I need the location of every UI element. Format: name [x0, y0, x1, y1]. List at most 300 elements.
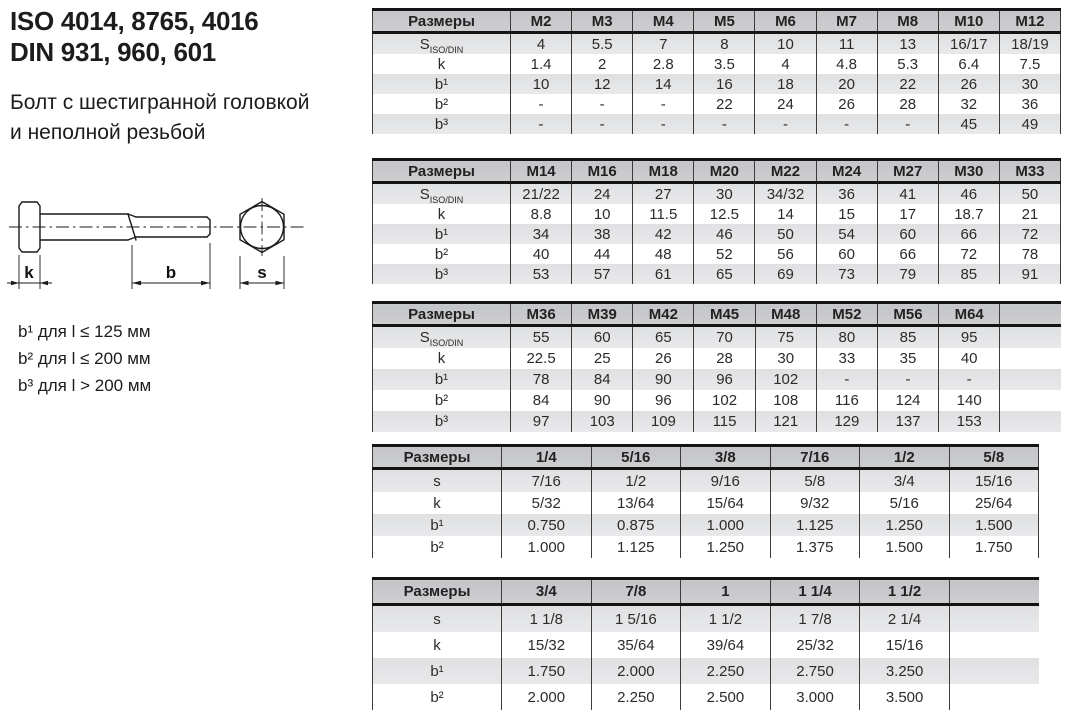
value-cell: 11.5 [633, 204, 694, 224]
value-cell: - [755, 114, 816, 134]
row-label: b² [373, 94, 511, 114]
size-header: M48 [755, 303, 816, 326]
value-cell: 16 [694, 74, 755, 94]
table-row [373, 94, 1061, 114]
value-cell: 15/16 [949, 469, 1039, 493]
value-cell: 72 [999, 224, 1060, 244]
size-header: 1/2 [860, 446, 950, 469]
value-cell: 3.500 [860, 684, 950, 710]
size-header: M10 [938, 10, 999, 33]
value-cell: 55 [511, 326, 572, 349]
value-cell: 1.750 [949, 536, 1039, 558]
size-header: M64 [939, 303, 1000, 326]
value-cell: 85 [938, 264, 999, 284]
row-label: k [373, 204, 511, 224]
value-cell: - [633, 94, 694, 114]
table-header-row [373, 579, 1040, 605]
size-header: 1/4 [502, 446, 592, 469]
table-row [373, 54, 1061, 74]
value-cell: 3/4 [860, 469, 950, 493]
table-header-row [373, 446, 1039, 469]
size-header: M7 [816, 10, 877, 33]
value-cell: 48 [633, 244, 694, 264]
table-row [373, 605, 1040, 633]
value-cell: 8.8 [511, 204, 572, 224]
value-cell: 10 [572, 204, 633, 224]
size-header: M27 [877, 160, 938, 183]
value-cell [1000, 411, 1061, 432]
size-header: M36 [511, 303, 572, 326]
value-cell: 53 [511, 264, 572, 284]
value-cell: 46 [694, 224, 755, 244]
row-label: b³ [373, 264, 511, 284]
table-row [373, 183, 1061, 205]
dimension-b [132, 243, 210, 289]
row-label: $S_{ISO/DIN}$ [373, 183, 511, 205]
value-cell: 50 [755, 224, 816, 244]
value-cell: 35/64 [591, 632, 681, 658]
value-cell: - [816, 369, 877, 390]
row-label: b¹ [373, 514, 502, 536]
value-cell: 41 [877, 183, 938, 205]
value-cell: 4 [511, 33, 572, 55]
value-cell: 14 [633, 74, 694, 94]
note-b3: b³ для l > 200 мм [18, 376, 152, 395]
value-cell: 2.250 [681, 658, 771, 684]
standard-iso: ISO 4014, 8765, 4016 [10, 6, 259, 36]
value-cell: 90 [572, 390, 633, 411]
value-cell: 95 [939, 326, 1000, 349]
value-cell: 45 [938, 114, 999, 134]
value-cell: 30 [694, 183, 755, 205]
row-label: b² [373, 536, 502, 558]
value-cell: 30 [755, 348, 816, 369]
dimension-s-label: s [257, 263, 267, 282]
value-cell: 1.000 [502, 536, 592, 558]
value-cell: 50 [999, 183, 1060, 205]
value-cell [949, 658, 1039, 684]
value-cell: 25 [572, 348, 633, 369]
table-row [373, 369, 1062, 390]
value-cell: 66 [877, 244, 938, 264]
value-cell: 9/16 [681, 469, 771, 493]
table-row [373, 390, 1062, 411]
table-row [373, 411, 1062, 432]
size-header: M30 [938, 160, 999, 183]
table-row [373, 684, 1040, 710]
size-header: M14 [511, 160, 572, 183]
row-label: b¹ [373, 369, 511, 390]
size-header: M24 [816, 160, 877, 183]
dimension-k-label: k [24, 263, 34, 282]
size-header: M2 [511, 10, 572, 33]
value-cell: 72 [938, 244, 999, 264]
table-row [373, 469, 1039, 493]
value-cell: 5/32 [502, 492, 592, 514]
value-cell: 54 [816, 224, 877, 244]
value-cell: 4 [755, 54, 816, 74]
value-cell: 2.500 [681, 684, 771, 710]
value-cell: 46 [938, 183, 999, 205]
size-header: 1 [681, 579, 771, 605]
value-cell: 18 [755, 74, 816, 94]
row-label: s [373, 469, 502, 493]
bolt-side-view [9, 202, 220, 252]
value-cell: 4.8 [816, 54, 877, 74]
row-label: b¹ [373, 74, 511, 94]
dimension-table-inch-small [372, 444, 1039, 558]
value-cell: 15 [816, 204, 877, 224]
value-cell: 121 [755, 411, 816, 432]
value-cell [949, 605, 1039, 633]
size-header: M45 [694, 303, 755, 326]
sizes-column-header: Размеры [373, 303, 511, 326]
value-cell: - [572, 114, 633, 134]
value-cell: 24 [755, 94, 816, 114]
value-cell: 44 [572, 244, 633, 264]
value-cell: 60 [816, 244, 877, 264]
value-cell: 1.4 [511, 54, 572, 74]
value-cell: 79 [877, 264, 938, 284]
table-row [373, 326, 1062, 349]
size-header: 7/16 [770, 446, 860, 469]
value-cell: 78 [999, 244, 1060, 264]
table-row [373, 492, 1039, 514]
value-cell: 1.250 [681, 536, 771, 558]
table-row [373, 514, 1039, 536]
value-cell: 153 [939, 411, 1000, 432]
dimension-s [240, 256, 284, 289]
value-cell: 18.7 [938, 204, 999, 224]
value-cell: 30 [999, 74, 1060, 94]
table-row [373, 348, 1062, 369]
row-label: b¹ [373, 224, 511, 244]
sizes-column-header: Размеры [373, 579, 502, 605]
table-row [373, 244, 1061, 264]
value-cell: 12.5 [694, 204, 755, 224]
value-cell: 9/32 [770, 492, 860, 514]
value-cell: 84 [511, 390, 572, 411]
bolt-drawing [0, 185, 330, 310]
value-cell: 3.250 [860, 658, 950, 684]
value-cell: - [572, 94, 633, 114]
value-cell: 1.375 [770, 536, 860, 558]
value-cell: 96 [633, 390, 694, 411]
size-header: 5/16 [591, 446, 681, 469]
value-cell: - [511, 114, 572, 134]
size-header: M5 [694, 10, 755, 33]
table-row [373, 658, 1040, 684]
row-label: k [373, 492, 502, 514]
value-cell: 15/32 [502, 632, 592, 658]
row-label: k [373, 54, 511, 74]
value-cell: 90 [633, 369, 694, 390]
size-header: M56 [877, 303, 938, 326]
value-cell: 32 [938, 94, 999, 114]
value-cell: 124 [877, 390, 938, 411]
value-cell: 60 [877, 224, 938, 244]
value-cell: 97 [511, 411, 572, 432]
value-cell: 7.5 [999, 54, 1060, 74]
value-cell: 8 [694, 33, 755, 55]
subtitle-line-1: Болт с шестигранной головкой [10, 91, 310, 114]
value-cell: 28 [877, 94, 938, 114]
value-cell: 1.250 [860, 514, 950, 536]
table-row [373, 224, 1061, 244]
value-cell [949, 684, 1039, 710]
value-cell: 2 1/4 [860, 605, 950, 633]
value-cell: 36 [999, 94, 1060, 114]
size-header: 1 1/2 [860, 579, 950, 605]
size-header: M4 [633, 10, 694, 33]
value-cell: - [877, 114, 938, 134]
bolt-end-view [220, 198, 304, 256]
dimension-table-m36-m64 [372, 301, 1061, 432]
row-label: b³ [373, 114, 511, 134]
value-cell: 103 [572, 411, 633, 432]
value-cell: 75 [755, 326, 816, 349]
value-cell: 1 1/2 [681, 605, 771, 633]
value-cell: 56 [755, 244, 816, 264]
standard-din: DIN 931, 960, 601 [10, 37, 216, 67]
size-header: M52 [816, 303, 877, 326]
size-header: M18 [633, 160, 694, 183]
value-cell: 1.125 [591, 536, 681, 558]
value-cell: 34/32 [755, 183, 816, 205]
value-cell: 33 [816, 348, 877, 369]
row-label: k [373, 632, 502, 658]
size-header: 5/8 [949, 446, 1039, 469]
row-label: s [373, 605, 502, 633]
value-cell: 15/64 [681, 492, 771, 514]
size-header: M20 [694, 160, 755, 183]
value-cell: 69 [755, 264, 816, 284]
value-cell: 65 [633, 326, 694, 349]
value-cell: 80 [816, 326, 877, 349]
value-cell: 57 [572, 264, 633, 284]
value-cell: 40 [511, 244, 572, 264]
value-cell: 91 [999, 264, 1060, 284]
row-label: b² [373, 390, 511, 411]
value-cell: - [511, 94, 572, 114]
size-header: M8 [877, 10, 938, 33]
value-cell: 1 5/16 [591, 605, 681, 633]
value-cell: 26 [938, 74, 999, 94]
value-cell: 35 [877, 348, 938, 369]
dimension-notes [18, 318, 151, 399]
dimension-table-m14-m33 [372, 158, 1061, 284]
value-cell: 42 [633, 224, 694, 244]
value-cell: 28 [694, 348, 755, 369]
value-cell: 52 [694, 244, 755, 264]
value-cell: - [816, 114, 877, 134]
table-row [373, 632, 1040, 658]
size-header: M3 [572, 10, 633, 33]
table-row [373, 74, 1061, 94]
value-cell: 1 7/8 [770, 605, 860, 633]
value-cell: 2.000 [502, 684, 592, 710]
value-cell: 18/19 [999, 33, 1060, 55]
value-cell: 5/16 [860, 492, 950, 514]
note-b2: b² для l ≤ 200 мм [18, 349, 151, 368]
table-row [373, 536, 1039, 558]
value-cell: 70 [694, 326, 755, 349]
value-cell: 2 [572, 54, 633, 74]
size-header: 1 1/4 [770, 579, 860, 605]
table-header-row [373, 303, 1062, 326]
table-row [373, 204, 1061, 224]
table-row [373, 33, 1061, 55]
value-cell: 1.500 [860, 536, 950, 558]
value-cell: 78 [511, 369, 572, 390]
page-subtitle [10, 88, 309, 148]
value-cell: 109 [633, 411, 694, 432]
value-cell: 66 [938, 224, 999, 244]
value-cell: 2.750 [770, 658, 860, 684]
value-cell: 84 [572, 369, 633, 390]
row-label: b² [373, 684, 502, 710]
row-label: b³ [373, 411, 511, 432]
value-cell [1000, 326, 1061, 349]
value-cell: 2.250 [591, 684, 681, 710]
value-cell: - [694, 114, 755, 134]
dimension-b-label: b [165, 263, 177, 282]
value-cell: 7/16 [502, 469, 592, 493]
table-row [373, 114, 1061, 134]
sizes-column-header: Размеры [373, 160, 511, 183]
value-cell: 0.750 [502, 514, 592, 536]
value-cell: 116 [816, 390, 877, 411]
value-cell: 73 [816, 264, 877, 284]
value-cell: 49 [999, 114, 1060, 134]
row-label: k [373, 348, 511, 369]
value-cell: - [939, 369, 1000, 390]
value-cell: 137 [877, 411, 938, 432]
value-cell: 25/32 [770, 632, 860, 658]
value-cell: 27 [633, 183, 694, 205]
value-cell: 15/16 [860, 632, 950, 658]
value-cell: 5/8 [770, 469, 860, 493]
value-cell: 26 [816, 94, 877, 114]
value-cell: 12 [572, 74, 633, 94]
value-cell: 61 [633, 264, 694, 284]
note-b1: b¹ для l ≤ 125 мм [18, 322, 151, 341]
size-header: M33 [999, 160, 1060, 183]
value-cell: 102 [755, 369, 816, 390]
value-cell: 13 [877, 33, 938, 55]
value-cell: 22 [877, 74, 938, 94]
value-cell: 1.500 [949, 514, 1039, 536]
value-cell: - [877, 369, 938, 390]
value-cell [1000, 348, 1061, 369]
size-header [1000, 303, 1061, 326]
value-cell: 39/64 [681, 632, 771, 658]
table-row [373, 264, 1061, 284]
value-cell: 11 [816, 33, 877, 55]
size-header: M42 [633, 303, 694, 326]
value-cell: 7 [633, 33, 694, 55]
value-cell: 108 [755, 390, 816, 411]
row-label: $S_{ISO/DIN}$ [373, 326, 511, 349]
size-header: M39 [572, 303, 633, 326]
size-header: M12 [999, 10, 1060, 33]
value-cell: 2.8 [633, 54, 694, 74]
dimension-table-m2-m12 [372, 8, 1061, 134]
value-cell: 115 [694, 411, 755, 432]
subtitle-line-2: и неполной резьбой [10, 121, 206, 144]
value-cell: 14 [755, 204, 816, 224]
value-cell: 10 [511, 74, 572, 94]
value-cell: 21/22 [511, 183, 572, 205]
value-cell: 65 [694, 264, 755, 284]
value-cell: 1.000 [681, 514, 771, 536]
value-cell: 24 [572, 183, 633, 205]
value-cell [949, 632, 1039, 658]
value-cell: 1/2 [591, 469, 681, 493]
dimension-k [7, 255, 52, 289]
value-cell: 102 [694, 390, 755, 411]
value-cell: 5.5 [572, 33, 633, 55]
value-cell: 40 [939, 348, 1000, 369]
size-header: M16 [572, 160, 633, 183]
page-title [10, 6, 258, 68]
value-cell: 26 [633, 348, 694, 369]
sizes-column-header: Размеры [373, 10, 511, 33]
size-header: M6 [755, 10, 816, 33]
value-cell: 36 [816, 183, 877, 205]
value-cell: 22.5 [511, 348, 572, 369]
value-cell: 96 [694, 369, 755, 390]
value-cell: 3.000 [770, 684, 860, 710]
value-cell: 1 1/8 [502, 605, 592, 633]
value-cell: 16/17 [938, 33, 999, 55]
size-header: 7/8 [591, 579, 681, 605]
dimension-table-inch-large [372, 577, 1039, 710]
size-header: 3/8 [681, 446, 771, 469]
value-cell [1000, 369, 1061, 390]
table-header-row [373, 10, 1061, 33]
value-cell: 2.000 [591, 658, 681, 684]
value-cell: 0.875 [591, 514, 681, 536]
size-header: 3/4 [502, 579, 592, 605]
value-cell: 22 [694, 94, 755, 114]
row-label: $S_{ISO/DIN}$ [373, 33, 511, 55]
value-cell: 17 [877, 204, 938, 224]
value-cell: 1.125 [770, 514, 860, 536]
size-header: M22 [755, 160, 816, 183]
value-cell: 20 [816, 74, 877, 94]
sizes-column-header: Размеры [373, 446, 502, 469]
value-cell: 5.3 [877, 54, 938, 74]
value-cell: 21 [999, 204, 1060, 224]
value-cell: 25/64 [949, 492, 1039, 514]
value-cell: 13/64 [591, 492, 681, 514]
value-cell: 1.750 [502, 658, 592, 684]
value-cell: 6.4 [938, 54, 999, 74]
row-label: b² [373, 244, 511, 264]
value-cell: - [633, 114, 694, 134]
table-header-row [373, 160, 1061, 183]
row-label: b¹ [373, 658, 502, 684]
value-cell: 38 [572, 224, 633, 244]
value-cell: 60 [572, 326, 633, 349]
value-cell: 34 [511, 224, 572, 244]
value-cell: 3.5 [694, 54, 755, 74]
size-header [949, 579, 1039, 605]
value-cell: 10 [755, 33, 816, 55]
value-cell: 85 [877, 326, 938, 349]
value-cell: 129 [816, 411, 877, 432]
